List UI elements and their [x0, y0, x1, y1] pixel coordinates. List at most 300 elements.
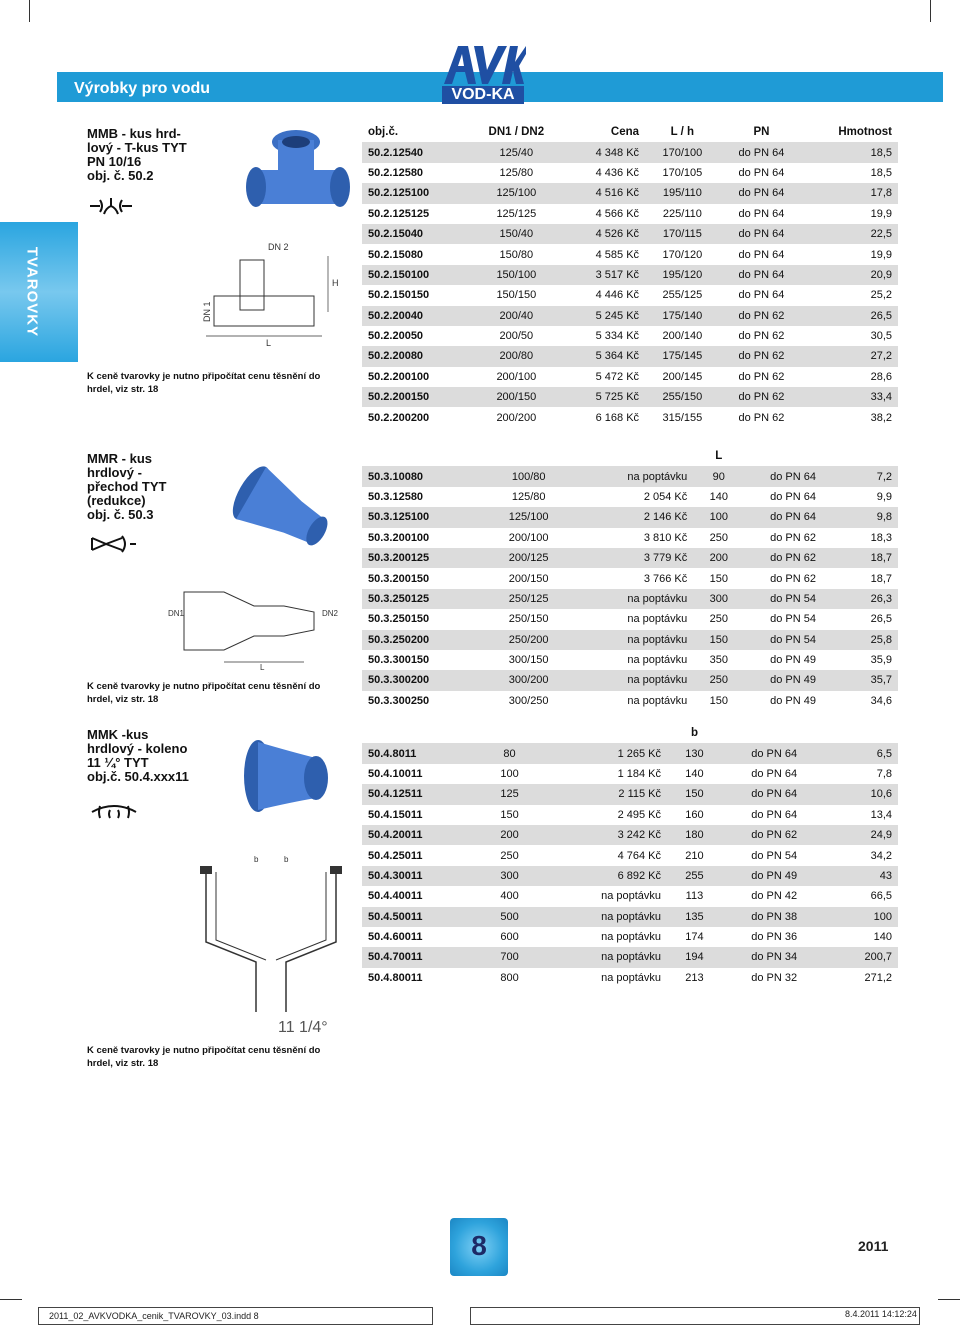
table-cell: 500	[482, 907, 537, 927]
table-cell: do PN 64	[722, 743, 827, 763]
col-header: L / h	[670, 126, 695, 139]
table-cell: 250	[500, 849, 519, 862]
table-cell: 250/125	[485, 589, 572, 609]
table-cell: 170/115	[645, 224, 720, 244]
drawing-label: b	[284, 855, 289, 864]
table-cell: 225/110	[662, 207, 702, 220]
table-row	[362, 326, 898, 346]
table-cell: 200/200	[496, 411, 537, 424]
table-header-row	[362, 122, 898, 142]
table-cell: 50.2.15040	[362, 224, 468, 244]
table-cell: do PN 64	[722, 784, 827, 804]
table-row	[362, 764, 898, 784]
table-cell: 250	[709, 613, 728, 626]
table-mmr	[362, 446, 898, 711]
title-line: přechod TYT	[87, 479, 167, 494]
title-line: obj.č. 50.4.xxx11	[87, 769, 189, 784]
table-cell: 26,5	[870, 613, 892, 626]
table-cell: do PN 64	[738, 289, 785, 302]
table-cell: 4 585 Kč	[595, 248, 640, 261]
table-cell: 43	[827, 866, 899, 886]
title-line: lový - T-kus TYT	[87, 140, 187, 155]
table-cell: na poptávku	[572, 670, 693, 690]
table-cell: na poptávku	[601, 971, 662, 984]
table-cell: 195/110	[645, 183, 720, 203]
table-cell: 50.3.300200	[362, 670, 485, 690]
table-row	[362, 670, 898, 690]
drawing-label: DN 1	[202, 301, 212, 322]
drawing-label: 11 1/4°	[278, 1019, 328, 1032]
table-cell: do PN 62	[744, 548, 841, 568]
table-cell: 800	[500, 971, 519, 984]
table-cell: 4 446 Kč	[595, 289, 640, 302]
table-cell: 50.4.12511	[362, 784, 482, 804]
table-cell: 300/200	[485, 670, 572, 690]
logo-subtitle: VOD-KA	[442, 86, 524, 104]
table-cell: 200,7	[827, 947, 899, 967]
table-cell: 50.2.200200	[368, 411, 430, 424]
col-header: PN	[753, 126, 770, 139]
table-cell: 4 566 Kč	[595, 207, 640, 220]
table-cell: 175/145	[645, 346, 720, 366]
table-cell: 100/80	[485, 466, 572, 486]
table-cell: 50.3.300250	[368, 694, 430, 707]
table-cell: do PN 62	[770, 572, 816, 585]
table-cell: 50.4.60011	[368, 931, 423, 944]
table-row	[362, 244, 898, 264]
table-cell: do PN 62	[738, 411, 785, 424]
table-mmb	[362, 122, 898, 428]
table-cell: 200	[693, 548, 744, 568]
table-row	[362, 163, 898, 183]
table-cell: 125/80	[499, 166, 534, 179]
table-cell: do PN 64	[744, 507, 841, 527]
table-cell: do PN 54	[770, 613, 816, 626]
table-row	[362, 650, 898, 670]
table-cell: 26,3	[842, 589, 898, 609]
table-row	[362, 346, 898, 366]
table-cell: 6 168 Kč	[595, 411, 640, 424]
drawing-label: DN1	[168, 609, 185, 618]
table-cell: 34,6	[870, 694, 892, 707]
table-row	[362, 947, 898, 967]
table-cell: 210	[685, 849, 704, 862]
table-row	[362, 886, 898, 906]
table-cell: 50.3.200125	[362, 548, 485, 568]
table-cell: 6,5	[827, 743, 899, 763]
table-cell: na poptávku	[572, 466, 693, 486]
table-cell: 213	[685, 971, 704, 984]
table-row	[362, 285, 898, 305]
table-cell: 200/80	[468, 346, 566, 366]
table-row	[362, 845, 898, 865]
table-cell: 125	[482, 784, 537, 804]
drawing-label: L	[260, 663, 265, 672]
table-cell: 125/125	[496, 207, 537, 220]
col-header: Cena	[610, 126, 640, 139]
table-cell: 50.2.125100	[362, 183, 468, 203]
table-cell: 50.2.20040	[362, 306, 468, 326]
gasket-note: K ceně tvarovky je nutno připočítat cenu těsnění do hrdel, viz str. 18	[87, 1045, 321, 1069]
table-cell: 17,8	[803, 183, 898, 203]
table-cell: do PN 64	[751, 808, 798, 821]
table-row	[362, 866, 898, 886]
table-mmk	[362, 723, 898, 988]
title-line: hrdlový - koleno	[87, 741, 188, 756]
table-cell: 2 115 Kč	[537, 784, 667, 804]
table-cell: na poptávku	[537, 907, 667, 927]
table-row	[362, 507, 898, 527]
table-row	[362, 609, 898, 629]
table-cell: 150	[693, 630, 744, 650]
table-cell: 200	[482, 825, 537, 845]
table-cell: 33,4	[803, 387, 898, 407]
table-cell: 2 146 Kč	[572, 507, 693, 527]
page-number: 8	[471, 1230, 487, 1261]
table-cell: na poptávku	[601, 931, 662, 944]
table-cell: 50.2.150100	[362, 265, 468, 285]
table-cell: 18,5	[803, 142, 898, 162]
table-row	[362, 825, 898, 845]
table-cell: 7,2	[842, 466, 898, 486]
table-cell: do PN 54	[744, 630, 841, 650]
table-cell: 7,8	[876, 767, 892, 780]
table-row	[362, 367, 898, 387]
reducer-symbol-icon	[90, 532, 138, 556]
table-cell: 250	[693, 670, 744, 690]
table-row	[362, 968, 898, 988]
table-cell: 200/145	[662, 370, 703, 383]
table-cell: do PN 49	[722, 866, 827, 886]
table-cell: 50.3.12580	[368, 490, 424, 503]
table-cell: 80	[482, 743, 537, 763]
table-header-row	[362, 723, 898, 743]
table-row	[362, 784, 898, 804]
table-cell: 18,7	[870, 572, 892, 585]
table-cell: 1 184 Kč	[617, 767, 662, 780]
table-cell: 170/105	[662, 166, 703, 179]
table-row	[362, 528, 898, 548]
table-cell: 26,5	[803, 306, 898, 326]
table-cell: 50.4.10011	[368, 767, 423, 780]
table-cell: 125/80	[511, 490, 546, 503]
table-cell: 255/125	[662, 289, 703, 302]
table-cell: 50.3.200150	[368, 572, 430, 585]
table-cell: na poptávku	[627, 694, 688, 707]
table-cell: 300	[693, 589, 744, 609]
elbow-drawing	[196, 852, 346, 1032]
title-line: hrdlový -	[87, 465, 142, 480]
table-cell: 50.4.50011	[362, 907, 482, 927]
table-cell: 50.4.70011	[362, 947, 482, 967]
gasket-note: K ceně tvarovky je nutno připočítat cenu těsnění do hrdel, viz str. 18	[87, 681, 321, 705]
table-row	[362, 568, 898, 588]
table-cell: 10,6	[827, 784, 899, 804]
table-cell: 3 766 Kč	[643, 572, 688, 585]
reducer-photo	[224, 454, 344, 570]
table-cell: 50.3.250200	[362, 630, 485, 650]
table-cell: 200/150	[468, 387, 566, 407]
table-cell: 170/100	[645, 142, 720, 162]
table-cell: 140	[873, 931, 892, 944]
title-line: MMR - kus	[87, 451, 152, 466]
title-line: PN 10/16	[87, 154, 142, 169]
crop-mark	[29, 0, 30, 22]
table-cell: 27,2	[803, 346, 898, 366]
table-cell: 200/100	[508, 531, 549, 544]
table-row	[362, 589, 898, 609]
table-cell: 50.2.20050	[368, 330, 424, 343]
drawing-label: DN2	[322, 609, 339, 618]
table-cell: 125/40	[468, 142, 566, 162]
file-slug	[38, 1307, 433, 1325]
table-cell: do PN 32	[751, 971, 798, 984]
title-line: MMB - kus hrd-	[87, 126, 181, 141]
table-cell: 24,9	[827, 825, 899, 845]
table-cell: 150	[667, 784, 722, 804]
table-cell: do PN 62	[770, 531, 816, 544]
table-cell: 50.2.20080	[362, 346, 468, 366]
logo-top-text: AVK	[482, 80, 484, 81]
table-cell: do PN 54	[751, 849, 798, 862]
table-row	[362, 306, 898, 326]
print-date: 8.4.2011 14:12:24	[845, 1309, 917, 1319]
table-cell: 300/250	[508, 694, 549, 707]
table-cell: 5 364 Kč	[565, 346, 645, 366]
table-cell: 200/150	[508, 572, 549, 585]
year-label: 2011	[858, 1238, 889, 1254]
table-row	[362, 630, 898, 650]
table-cell: 50.4.80011	[368, 971, 423, 984]
elbow-symbol-icon	[90, 802, 138, 822]
table-cell: 250	[709, 531, 728, 544]
table-cell: do PN 62	[720, 387, 803, 407]
table-cell: 38,2	[870, 411, 892, 424]
table-cell: 140	[709, 490, 728, 503]
table-row	[362, 907, 898, 927]
table-cell: 3 779 Kč	[572, 548, 693, 568]
table-cell: 25,8	[842, 630, 898, 650]
table-cell: 22,5	[803, 224, 898, 244]
table-cell: do PN 64	[751, 767, 798, 780]
col-header: Hmotnost	[838, 126, 892, 139]
table-cell: do PN 49	[770, 654, 816, 667]
table-cell: 100	[693, 507, 744, 527]
table-cell: 50.2.200100	[368, 370, 430, 383]
table-cell: 150	[709, 572, 728, 585]
table-cell: 5 245 Kč	[565, 306, 645, 326]
side-tab-label: TVAROVKY	[23, 246, 41, 338]
table-cell: do PN 54	[744, 589, 841, 609]
table-cell: 28,6	[870, 370, 892, 383]
table-cell: 200/140	[662, 330, 703, 343]
table-cell: 4 436 Kč	[595, 166, 640, 179]
table-cell: 2 054 Kč	[643, 490, 688, 503]
table-cell: 125/100	[485, 507, 572, 527]
table-cell: 20,9	[803, 265, 898, 285]
table-cell: 50.3.250125	[362, 589, 485, 609]
table-cell: do PN 62	[722, 825, 827, 845]
product-title-mmr	[87, 452, 166, 522]
table-cell: do PN 49	[744, 670, 841, 690]
table-row	[362, 927, 898, 947]
table-cell: na poptávku	[537, 947, 667, 967]
table-cell: 160	[685, 808, 704, 821]
crop-mark	[0, 1299, 22, 1300]
table-row	[362, 487, 898, 507]
table-cell: 5 472 Kč	[595, 370, 640, 383]
gasket-note: K ceně tvarovky je nutno připočítat cenu těsnění do hrdel, viz str. 18	[87, 371, 321, 395]
table-cell: 50.4.20011	[362, 825, 482, 845]
table-cell: 50.3.300150	[368, 654, 430, 667]
table-cell: 50.4.30011	[362, 866, 482, 886]
table-cell: 50.2.150150	[368, 289, 430, 302]
file-name: 2011_02_AVKVODKA_cenik_TVAROVKY_03.indd 8	[49, 1311, 259, 1321]
table-cell: 174	[685, 931, 704, 944]
table-cell: 113	[685, 890, 704, 903]
table-cell: 150/150	[496, 289, 537, 302]
tee-fitting-photo	[242, 126, 354, 234]
table-cell: 250/150	[508, 613, 549, 626]
table-cell: 300	[482, 866, 537, 886]
table-row	[362, 407, 898, 427]
table-cell: 19,9	[870, 248, 892, 261]
title-line: 11 ¼° TYT	[87, 755, 149, 770]
socket-symbol-icon	[88, 196, 134, 220]
table-cell: 6 892 Kč	[537, 866, 667, 886]
table-cell: 25,2	[870, 289, 892, 302]
table-cell: 4 516 Kč	[565, 183, 645, 203]
elbow-photo	[232, 728, 336, 824]
table-cell: 50.3.200100	[368, 531, 430, 544]
table-cell: do PN 62	[720, 306, 803, 326]
table-row	[362, 743, 898, 763]
table-cell: do PN 42	[751, 890, 798, 903]
table-cell: 9,9	[876, 490, 892, 503]
table-cell: 50.2.12580	[368, 166, 424, 179]
reducer-drawing	[164, 570, 344, 674]
table-cell: 35,7	[842, 670, 898, 690]
table-cell: 700	[482, 947, 537, 967]
table-cell: do PN 64	[720, 183, 803, 203]
drawing-label: L	[266, 338, 272, 348]
table-cell: do PN 49	[770, 694, 816, 707]
table-row	[362, 224, 898, 244]
table-cell: 30,5	[870, 330, 892, 343]
table-cell: 50.2.15080	[368, 248, 424, 261]
table-cell: 180	[667, 825, 722, 845]
table-row	[362, 548, 898, 568]
table-cell: 150/40	[468, 224, 566, 244]
table-cell: 300/150	[508, 654, 549, 667]
table-cell: 4 348 Kč	[565, 142, 645, 162]
table-cell: 50.3.10080	[362, 466, 485, 486]
drawing-label: H	[332, 278, 339, 288]
table-cell: 271,2	[864, 971, 892, 984]
table-cell: 18,3	[870, 531, 892, 544]
col-header: obj.č.	[368, 126, 399, 139]
table-row	[362, 142, 898, 162]
table-header-row	[362, 446, 898, 466]
table-cell: 140	[685, 767, 704, 780]
table-cell: 200/125	[485, 548, 572, 568]
table-cell: 50.4.25011	[368, 849, 423, 862]
table-cell: 175/140	[645, 306, 720, 326]
table-cell: do PN 62	[738, 370, 785, 383]
table-cell: 200/100	[496, 370, 537, 383]
table-cell: 3 242 Kč	[537, 825, 667, 845]
tee-drawing	[196, 236, 344, 348]
table-cell: do PN 64	[738, 166, 785, 179]
product-title-mmb	[87, 127, 187, 183]
table-cell: na poptávku	[601, 890, 662, 903]
crop-mark	[938, 1299, 960, 1300]
crop-mark	[930, 0, 931, 22]
col-header: b	[690, 727, 698, 740]
table-cell: 200/50	[499, 330, 534, 343]
table-cell: 125/100	[468, 183, 566, 203]
table-cell: 315/155	[662, 411, 703, 424]
table-cell: 135	[667, 907, 722, 927]
title-line: (redukce)	[87, 493, 146, 508]
table-row	[362, 466, 898, 486]
table-cell: do PN 64	[720, 265, 803, 285]
table-cell: na poptávku	[572, 630, 693, 650]
table-cell: 19,9	[870, 207, 892, 220]
table-cell: na poptávku	[627, 613, 688, 626]
table-cell: 4 526 Kč	[565, 224, 645, 244]
table-cell: 100	[500, 767, 519, 780]
title-line: obj. č. 50.3	[87, 507, 154, 522]
table-cell: 194	[667, 947, 722, 967]
table-cell: 18,7	[842, 548, 898, 568]
table-cell: 50.3.125100	[362, 507, 485, 527]
col-header: DN1 / DN2	[488, 126, 545, 139]
title-line: MMK -kus	[87, 727, 149, 742]
table-cell: do PN 64	[744, 466, 841, 486]
table-cell: 150/100	[468, 265, 566, 285]
table-row	[362, 183, 898, 203]
table-cell: 50.4.40011	[368, 890, 423, 903]
product-title-mmk	[87, 728, 189, 784]
table-cell: 3 810 Kč	[643, 531, 688, 544]
title-line: obj. č. 50.2	[87, 168, 154, 183]
table-row	[362, 805, 898, 825]
table-cell: 66,5	[870, 890, 892, 903]
col-header: L	[715, 450, 723, 463]
table-cell: do PN 34	[722, 947, 827, 967]
table-cell: 150	[500, 808, 519, 821]
table-cell: do PN 64	[738, 248, 785, 261]
table-cell: 255	[667, 866, 722, 886]
table-cell: 150/80	[499, 248, 534, 261]
table-cell: 5 334 Kč	[595, 330, 640, 343]
table-cell: 250/200	[485, 630, 572, 650]
table-row	[362, 204, 898, 224]
table-cell: na poptávku	[572, 589, 693, 609]
table-cell: 50.3.250150	[368, 613, 430, 626]
table-cell: 100	[827, 907, 899, 927]
table-cell: 5 725 Kč	[565, 387, 645, 407]
table-cell: 4 764 Kč	[617, 849, 662, 862]
table-cell: 50.2.125125	[368, 207, 430, 220]
table-cell: 2 495 Kč	[617, 808, 662, 821]
table-cell: 600	[500, 931, 519, 944]
drawing-label: DN 2	[268, 242, 289, 252]
table-cell: 200/40	[468, 306, 566, 326]
table-cell: 35,9	[870, 654, 892, 667]
table-cell: 50.4.8011	[362, 743, 482, 763]
